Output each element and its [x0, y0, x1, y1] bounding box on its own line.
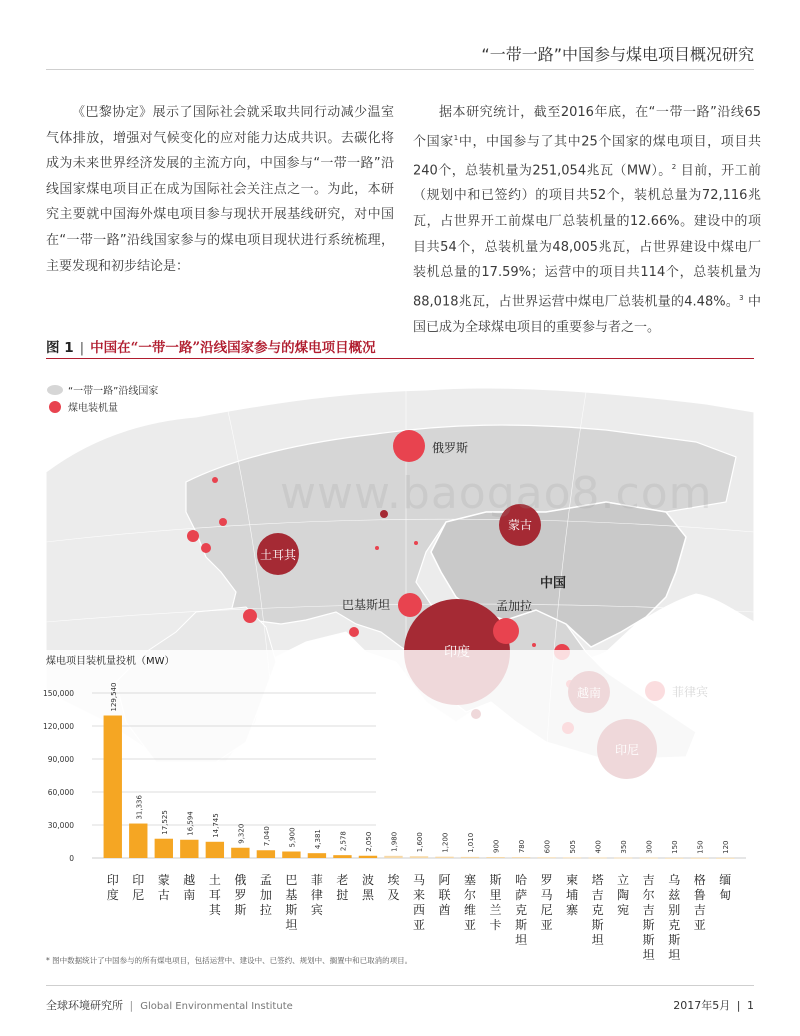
header-divider: [46, 69, 754, 70]
x-category-label: 联: [438, 888, 451, 902]
x-category-label: 其: [208, 903, 221, 917]
bar-缅甸: [716, 858, 734, 859]
x-category-label: 斯: [515, 918, 528, 932]
x-category-label: 缅: [719, 873, 732, 887]
intro-paragraph: 《巴黎协定》展示了国际社会就采取共同行动减少温室气体排放，增强对气候变化的应对能力达成共识。去碳化将成为未来世界经济发展的主流方向，中国参与“一带一路”沿线国家煤电项目正在成为国际社会关注点之一。为此，本研究主要就中国海外煤电项目参与现状开展基线研究，对中国在“一带一路”沿线国家参与的煤电项目现状进行系统梳理，主要发现和初步结论是：: [46, 105, 394, 274]
x-category-label: 马: [412, 873, 426, 887]
label-turkey: 土耳其: [259, 548, 297, 562]
org-name-en: Global Environmental Institute: [140, 1001, 293, 1012]
figure-title: 中国在“一带一路”沿线国家参与的煤电项目概况: [90, 340, 376, 356]
bar-塔吉克斯坦: [588, 858, 606, 859]
bubble-bangladesh: [493, 618, 519, 644]
bar-value-label: 1,200: [441, 832, 450, 853]
footnote-ref-2: 2: [671, 162, 677, 171]
x-category-label: 波: [361, 873, 374, 887]
x-category-label: 吉: [591, 888, 604, 902]
bar-value-label: 7,040: [262, 826, 271, 847]
legend-bubble-label: 煤电装机量: [68, 403, 118, 414]
bubble-small: [349, 627, 359, 637]
x-category-label: 哈: [515, 873, 528, 887]
x-category-label: 尔: [464, 888, 477, 902]
x-category-label: 吉: [642, 903, 655, 917]
x-category-label: 拉: [259, 903, 272, 917]
x-category-label: 耳: [208, 888, 221, 902]
footer-organization: [46, 997, 293, 1013]
bar-菲律宾: [308, 853, 326, 858]
y-tick-label: 150,000: [42, 689, 74, 698]
bar-巴基斯坦: [282, 852, 300, 858]
x-category-label: 亚: [412, 918, 426, 932]
x-category-label: 孟: [259, 873, 272, 887]
bar-value-label: 4,381: [313, 829, 322, 850]
footer-divider: [46, 985, 754, 986]
x-category-label: 吉: [642, 873, 655, 887]
x-category-label: 吉: [693, 903, 706, 917]
bar-value-label: 17,525: [160, 810, 169, 835]
x-category-label: 及: [387, 888, 400, 902]
x-category-label: 坦: [591, 933, 604, 947]
x-category-label: 来: [412, 888, 426, 902]
page-header-title: “一带一路”中国参与煤电项目概况研究: [481, 45, 754, 64]
x-category-label: 乌: [668, 873, 681, 887]
x-category-label: 斯: [489, 873, 502, 887]
label-russia: 俄罗斯: [432, 441, 469, 455]
x-category-label: 菲: [310, 873, 323, 887]
x-category-label: 斯: [642, 918, 655, 932]
x-category-label: 酋: [438, 903, 451, 917]
x-category-label: 蒙: [157, 873, 170, 887]
label-china: 中国: [540, 576, 567, 591]
x-category-label: 兹: [668, 888, 681, 902]
bubble-small: [201, 543, 211, 553]
x-category-label: 巴: [285, 873, 298, 887]
bar-柬埔寨: [563, 857, 581, 858]
x-category-label: 斯: [591, 918, 604, 932]
x-category-label: 亚: [693, 918, 706, 932]
watermark-text: www.baogao8.com: [280, 468, 713, 519]
x-category-label: 埔: [566, 888, 579, 902]
x-category-label: 度: [106, 888, 119, 902]
figure-separator: |: [79, 340, 85, 356]
bar-老挝: [333, 855, 351, 858]
figure-divider: [46, 358, 754, 359]
bar-value-label: 900: [492, 839, 501, 854]
bar-塞尔维亚: [461, 857, 479, 858]
x-category-label: 西: [412, 903, 426, 917]
bubble-small: [212, 477, 218, 483]
x-category-label: 克: [591, 903, 604, 917]
label-mongolia: 蒙古: [507, 518, 533, 532]
legend-bubble-swatch: [49, 401, 61, 413]
x-category-label: 甸: [719, 888, 732, 902]
x-category-label: 尔: [642, 888, 655, 902]
bar-value-label: 150: [671, 840, 680, 854]
bar-value-label: 9,320: [237, 823, 246, 844]
bar-value-label: 400: [594, 840, 603, 854]
x-category-label: 土: [208, 873, 221, 887]
x-category-label: 古: [157, 888, 170, 902]
bar-斯里兰卡: [486, 857, 504, 858]
x-category-label: 印: [132, 873, 145, 887]
x-category-label: 阿: [438, 873, 451, 887]
x-category-label: 柬: [566, 873, 579, 887]
x-category-label: 基: [285, 888, 298, 902]
x-category-label: 亚: [540, 918, 553, 932]
bar-value-label: 780: [518, 839, 527, 854]
bar-value-label: 31,336: [135, 795, 144, 820]
x-category-label: 斯: [234, 903, 247, 917]
x-category-label: 克: [668, 918, 681, 932]
stat-text-1: 据本研究统计，截至2016年底，在“一带一路”沿线65个国家: [413, 105, 761, 149]
bar-value-label: 14,745: [211, 813, 220, 838]
y-tick-label: 60,000: [47, 788, 74, 797]
footnote-ref-3: 3: [739, 293, 744, 302]
x-category-label: 寨: [566, 903, 579, 917]
chart-title: 煤电项目装机量投机（MW）: [46, 656, 175, 667]
bar-马来西亚: [410, 856, 428, 858]
statistics-paragraph: [413, 100, 761, 340]
bar-蒙古: [155, 839, 173, 858]
label-pakistan: 巴基斯坦: [342, 598, 391, 612]
x-category-label: 宛: [617, 903, 630, 917]
bar-value-label: 150: [696, 840, 705, 854]
bar-立陶宛: [614, 858, 632, 859]
x-category-label: 维: [464, 903, 477, 917]
x-category-label: 尼: [540, 903, 553, 917]
bar-越南: [180, 840, 198, 858]
x-category-label: 罗: [540, 873, 553, 887]
x-category-label: 马: [540, 888, 553, 902]
bubble-small: [243, 609, 257, 623]
bar-哈萨克斯坦: [512, 857, 530, 858]
x-category-label: 罗: [234, 888, 247, 902]
bar-value-label: 300: [645, 840, 654, 854]
y-tick-label: 30,000: [47, 821, 74, 830]
x-category-label: 兰: [489, 903, 502, 917]
x-category-label: 坦: [668, 948, 681, 962]
x-category-label: 宾: [310, 903, 323, 917]
x-category-label: 老: [336, 873, 349, 887]
bubble-russia: [393, 430, 425, 462]
bar-土耳其: [206, 842, 224, 858]
figure-footnote: * 图中数据统计了中国参与的所有煤电项目，包括运营中、建设中、已签约、规划中、搁置中和已取消的项目。: [46, 956, 413, 965]
figure-number: 图 1: [46, 340, 74, 356]
footer-page-info: [673, 997, 754, 1013]
bar-印度: [104, 716, 122, 858]
x-category-label: 克: [515, 903, 528, 917]
x-category-label: 越: [183, 873, 196, 887]
x-category-label: 鲁: [693, 888, 706, 902]
x-category-label: 挝: [336, 888, 349, 902]
x-category-label: 立: [617, 873, 630, 887]
y-tick-label: 90,000: [47, 755, 74, 764]
bar-value-label: 1,010: [467, 832, 476, 853]
x-category-label: 坦: [642, 948, 655, 962]
org-separator: |: [129, 999, 134, 1012]
x-category-label: 尼: [132, 888, 145, 902]
bubble-small: [414, 541, 418, 545]
x-category-label: 俄: [234, 873, 247, 887]
x-category-label: 斯: [285, 903, 298, 917]
bar-格鲁吉亚: [691, 858, 709, 859]
legend-region-label: “一带一路”沿线国家: [68, 386, 159, 397]
x-category-label: 埃: [387, 873, 400, 887]
bar-value-label: 1,600: [416, 832, 424, 853]
footnote-ref-1: 1: [453, 133, 459, 142]
stat-text-4: 中国已成为全球煤电项目的重要参与者之一。: [413, 294, 761, 335]
x-category-label: 卡: [489, 918, 502, 932]
bar-value-label: 600: [543, 839, 552, 854]
x-category-label: 萨: [515, 888, 528, 902]
x-category-label: 加: [259, 888, 272, 902]
bar-吉尔吉斯斯坦: [639, 858, 657, 859]
bubble-small: [187, 530, 199, 542]
bar-value-label: 505: [569, 840, 578, 854]
bar-乌兹别克斯坦: [665, 858, 683, 859]
stat-text-3: 目前，开工前（规划中和已签约）的项目共52个，装机总量为72,116兆瓦，占世界开工前煤电厂总装机量的12.66%。建设中的项目共54个，总装机量为48,005兆瓦，占世界建设中煤电厂装机总量的17.59%；运营中的项目共114个，总装机量为88,018兆瓦，占世界运营中煤电厂总装机量的4.48%。: [413, 162, 761, 310]
x-category-label: 斯: [668, 933, 681, 947]
bar-俄罗斯: [231, 848, 249, 858]
x-category-label: 坦: [515, 933, 528, 947]
bar-波黑: [359, 856, 377, 858]
bar-印尼: [129, 824, 147, 858]
bar-value-label: 120: [722, 840, 731, 854]
bubble-pakistan: [398, 593, 422, 617]
bar-阿联酋: [435, 857, 453, 858]
bar-孟加拉: [257, 850, 275, 858]
y-tick-label: 0: [69, 854, 74, 863]
bar-value-label: 2,050: [364, 831, 373, 852]
figure-caption: [46, 336, 376, 356]
x-category-label: 律: [310, 888, 323, 902]
page-number: 1: [747, 999, 754, 1012]
x-category-label: 格: [693, 873, 706, 887]
bar-value-label: 5,900: [288, 827, 297, 848]
legend-region-swatch: [47, 385, 63, 395]
bar-罗马尼亚: [537, 857, 555, 858]
x-category-label: 别: [668, 903, 681, 917]
x-category-label: 里: [489, 888, 502, 902]
x-category-label: 塞: [464, 873, 477, 887]
x-category-label: 坦: [285, 918, 298, 932]
x-category-label: 塔: [591, 873, 604, 887]
x-category-label: 亚: [464, 918, 477, 932]
x-category-label: 黑: [361, 888, 374, 902]
label-bangladesh: 孟加拉: [496, 599, 533, 613]
bar-value-label: 350: [620, 840, 629, 854]
bar-value-label: 16,594: [186, 811, 195, 836]
bar-value-label: 2,578: [339, 831, 348, 852]
footer-date: 2017年5月: [673, 999, 731, 1012]
stat-text-2: 中，中国参与了其中25个国家的煤电项目，项目共240个，总装机量为251,054兆瓦（MW）。: [413, 133, 761, 178]
x-category-label: 陶: [617, 888, 630, 902]
x-category-label: 印: [106, 873, 119, 887]
x-category-label: 斯: [642, 933, 655, 947]
bubble-small: [375, 546, 379, 550]
org-name-cn: 全球环境研究所: [46, 999, 123, 1012]
bar-value-label: 129,540: [109, 682, 118, 712]
bar-value-label: 1,980: [390, 831, 399, 852]
page-separator: |: [736, 999, 741, 1012]
bar-埃及: [384, 856, 402, 858]
x-category-label: 南: [183, 888, 196, 902]
bubble-small: [219, 518, 227, 526]
bubble-small: [532, 643, 536, 647]
y-tick-label: 120,000: [42, 722, 74, 731]
